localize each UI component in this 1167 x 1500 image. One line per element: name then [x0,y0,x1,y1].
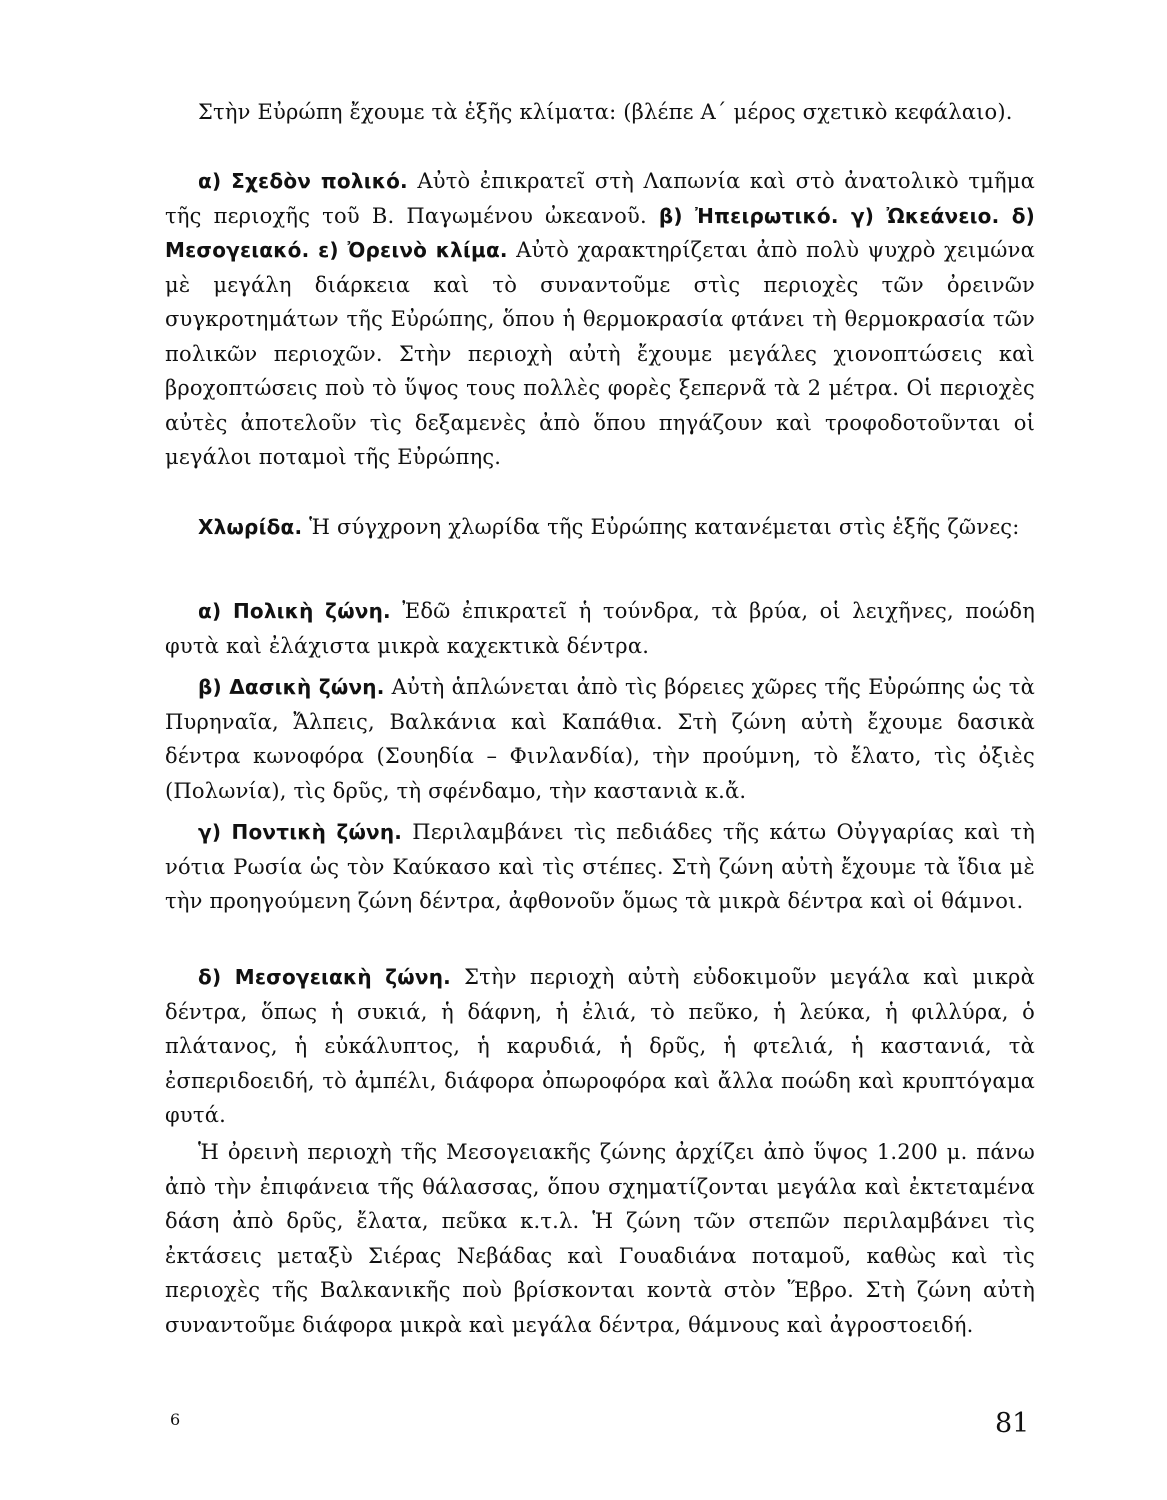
mediterranean-zone-paragraph: δ) Μεσογειακὴ ζώνη. Στὴν περιοχὴ αὐτὴ εὐδοκιμοῦν μεγάλα καὶ μικρὰ δέντρα, ὅπως ἡ συκιά, ἡ δάφνη, ἡ ἐλιά, τὸ πεῦκο, ἡ λεύκα, ἡ φιλλύρα, ὁ πλάτανος, ἡ εὐκάλυπτος, ἡ καρυδιά, ἡ δρῦς, ἡ φτελιά, ἡ καστανιά, τὰ ἐσπεριδοειδή, τὸ ἀμπέλι, διάφορα ὀπωροφόρα καὶ ἄλλα ποώδη καὶ κρυπτόγαμα φυτά. [165,965,1035,1127]
mediterranean-zone-heading: δ) Μεσογειακὴ ζώνη. [198,965,451,989]
polar-zone-paragraph: α) Πολικὴ ζώνη. Ἐδῶ ἐπικρατεῖ ἡ τούνδρα, τὰ βρύα, οἱ λειχῆνες, ποώδη φυτὰ καὶ ἐλάχιστα μικρὰ καχεκτικὰ δέντρα. [165,599,1035,658]
polar-zone-heading: α) Πολικὴ ζώνη. [198,599,391,623]
page-number: 81 [995,1408,1030,1439]
forest-zone-paragraph: β) Δασικὴ ζώνη. Αὐτὴ ἁπλώνεται ἀπὸ τὶς βόρειες χῶρες τῆς Εὐρώπης ὡς τὰ Πυρηναῖα, Ἄλπεις, Βαλκάνια καὶ Καπάθια. Στὴ ζώνη αὐτὴ ἔχουμε δασικὰ δέντρα κωνοφόρα (Σουηδία – Φινλανδία), τὴν προύμνη, τὸ ἔλατο, τὶς ὀξιὲς (Πολωνία), τὶς δρῦς, τὴ σφένδαμο, τὴν καστανιὰ κ.ἄ. [165,675,1035,803]
climate-b-heading: β) Ἠπειρωτικό. γ) Ὠκεάνειο. δ) Μεσογειακό. ε) Ὀρεινὸ κλίμα. [165,203,1035,262]
pontic-zone-heading: γ) Ποντικὴ ζώνη. [198,820,403,844]
mountain-region-paragraph: Ἡ ὀρεινὴ περιοχὴ τῆς Μεσογειακῆς ζώνης ἀρχίζει ἀπὸ ὕψος 1.200 μ. πάνω ἀπὸ τὴν ἐπιφάνεια τῆς θάλασσας, ὅπου σχηματίζονται μεγάλα καὶ ἐκτεταμένα δάση ἀπὸ δρῦς, ἔλατα, πεῦκα κ.τ.λ. Ἡ ζώνη τῶν στεπῶν περιλαμβάνει τὶς ἐκτάσεις μεταξὺ Σιέρας Νεβάδας καὶ Γουαδιάνα ποταμοῦ, καθὼς καὶ τὶς περιοχὲς τῆς Βαλκανικῆς ποὺ βρίσκονται κοντὰ στὸν Ἕβρο. Στὴ ζώνη αὐτὴ συναντοῦμε διάφορα μικρὰ καὶ μεγάλα δέντρα, θάμνους καὶ ἀγροστοειδή. [165,1140,1035,1337]
printer-signature-mark: 6 [170,1410,181,1429]
pontic-zone-paragraph: γ) Ποντικὴ ζώνη. Περιλαμβάνει τὶς πεδιάδες τῆς κάτω Οὐγγαρίας καὶ τὴ νότια Ρωσία ὡς τὸν Καύκασο καὶ τὶς στέπες. Στὴ ζώνη αὐτὴ ἔχουμε τὰ ἴδια μὲ τὴν προηγούμενη ζώνη δέντρα, ἀφθονοῦν ὅμως τὰ μικρὰ δέντρα καὶ οἱ θάμνοι. [165,820,1035,913]
flora-heading: Χλωρίδα. [198,515,303,539]
intro-paragraph: Στὴν Εὐρώπη ἔχουμε τὰ ἑξῆς κλίματα: (βλέπε Α΄ μέρος σχετικὸ κεφάλαιο). [198,100,1013,124]
flora-paragraph: Χλωρίδα. Ἡ σύγχρονη χλωρίδα τῆς Εὐρώπης κατανέμεται στὶς ἑξῆς ζῶνες: [198,515,1020,539]
climate-a-heading: α) Σχεδὸν πολικό. [198,169,408,193]
climate-paragraph: α) Σχεδὸν πολικό. Αὐτὸ ἐπικρατεῖ στὴ Λαπωνία καὶ στὸ ἀνατολικὸ τμῆμα τῆς περιοχῆς τοῦ Β. Παγωμένου ὠκεανοῦ. β) Ἠπειρωτικό. γ) Ὠκεάνειο. δ) Μεσογειακό. ε) Ὀρεινὸ κλίμα. Αὐτὸ χαρακτηρίζεται ἀπὸ πολὺ ψυχρὸ χειμώνα μὲ μεγάλη διάρκεια καὶ τὸ συναντοῦμε στὶς περιοχὲς τῶν ὀρεινῶν συγκροτημάτων τῆς Εὐρώπης, ὅπου ἡ θερμοκρασία φτάνει τὴ θερμοκρασία τῶν πολικῶν περιοχῶν. Στὴν περιοχὴ αὐτὴ ἔχουμε μεγάλες χιονοπτώσεις καὶ βροχοπτώσεις ποὺ τὸ ὕψος τους πολλὲς φορὲς ξεπερνᾶ τὰ 2 μέτρα. Οἱ περιοχὲς αὐτὲς ἀποτελοῦν τὶς δεξαμενὲς ἀπὸ ὅπου πηγάζουν καὶ τροφοδοτοῦνται οἱ μεγάλοι ποταμοὶ τῆς Εὐρώπης. [165,169,1036,469]
forest-zone-heading: β) Δασικὴ ζώνη. [198,675,385,699]
